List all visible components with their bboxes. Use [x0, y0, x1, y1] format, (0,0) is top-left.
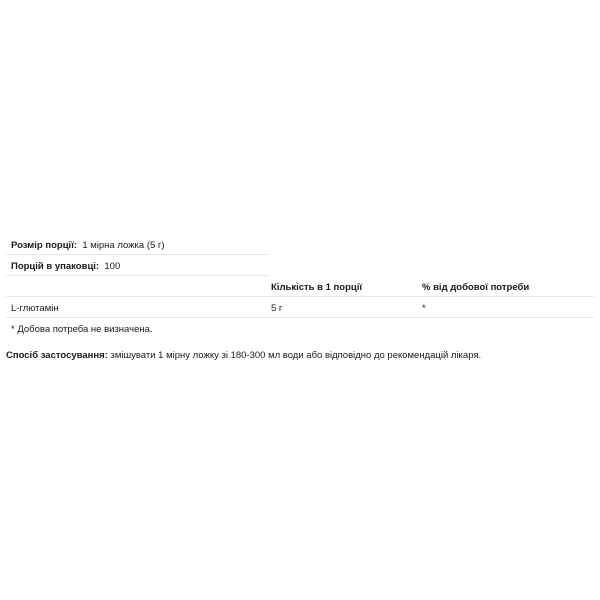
- serving-size-label: Розмір порції:: [11, 240, 78, 251]
- table-row: [6, 297, 594, 318]
- servings-per-container-label: Порцій в упаковці:: [11, 261, 100, 272]
- ingredient-name: L-глютамін: [11, 303, 59, 314]
- serving-size-row: [6, 234, 268, 255]
- column-header-amount: Кількість в 1 порції: [271, 282, 363, 293]
- footnote-row: [6, 318, 594, 339]
- footnote: * Добова потреба не визначена.: [11, 324, 153, 335]
- usage-label: Спосіб застосування:: [6, 350, 108, 361]
- servings-per-container: [11, 262, 120, 272]
- serving-size-value: 1 мірна ложка (5 г): [82, 240, 165, 251]
- table-header-row: [6, 276, 594, 297]
- usage-text: змішувати 1 мірну ложку зі 180-300 мл води або відповідно до рекомендацій лікаря.: [110, 350, 482, 361]
- column-header-daily-value: % від добової потреби: [422, 282, 530, 293]
- ingredient-amount: 5 г: [271, 303, 283, 314]
- servings-per-container-row: [6, 255, 268, 276]
- ingredient-daily-value: *: [422, 303, 426, 314]
- supplement-facts-table: [6, 234, 594, 339]
- usage-instructions: [6, 351, 481, 361]
- serving-size: [11, 241, 165, 251]
- servings-per-container-value: 100: [104, 261, 121, 272]
